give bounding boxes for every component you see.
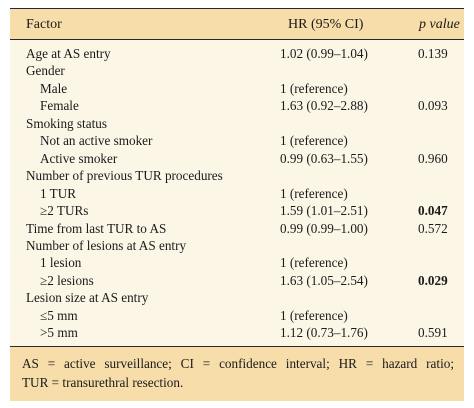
cell-hr: 1 (reference) xyxy=(280,185,348,201)
cell-factor: ≥2 TURs xyxy=(40,203,89,219)
cell-hr: 1.02 (0.99–1.04) xyxy=(280,46,368,61)
footnote-line-1: AS = active surveillance; CI = confidence interval; HR = hazard ratio; xyxy=(22,356,454,371)
cell-hr: 1 (reference) xyxy=(280,133,348,149)
header-factor: Factor xyxy=(26,17,62,32)
cell-p-value: 0.591 xyxy=(418,325,448,341)
cell-p-value: 0.960 xyxy=(418,150,448,166)
cell-factor: Active smoker xyxy=(40,150,118,166)
cell-factor: >5 mm xyxy=(40,325,78,341)
cell-hr: 1.59 (1.01–2.51) xyxy=(280,203,368,219)
table-row xyxy=(10,307,464,325)
cell-factor: Lesion size at AS entry xyxy=(26,290,149,306)
cell-factor: Smoking status xyxy=(26,115,107,131)
cell-p-value: 0.572 xyxy=(418,220,448,236)
table-row xyxy=(10,97,464,115)
table-row xyxy=(10,132,464,150)
cell-hr: 1.63 (1.05–2.54) xyxy=(280,272,368,288)
cell-factor: 1 TUR xyxy=(40,185,77,201)
table-footnote xyxy=(10,347,464,401)
table-row xyxy=(10,115,464,133)
table-row xyxy=(10,167,464,185)
cell-factor: ≥2 lesions xyxy=(40,272,94,288)
cell-hr: 0.99 (0.63–1.55) xyxy=(280,150,368,166)
table-row xyxy=(10,272,464,290)
cell-hr: 1 (reference) xyxy=(280,80,348,96)
cell-factor: Number of previous TUR procedures xyxy=(26,168,223,184)
cell-p-value: 0.029 xyxy=(418,272,448,288)
cell-p-value: 0.139 xyxy=(418,46,448,61)
table-row xyxy=(10,185,464,203)
cell-factor: Gender xyxy=(26,63,65,79)
table-row xyxy=(10,220,464,238)
cell-factor: 1 lesion xyxy=(40,255,82,271)
header-p-value: p value xyxy=(419,17,460,32)
header-hr: HR (95% CI) xyxy=(288,17,364,32)
cell-factor: Number of lesions at AS entry xyxy=(26,237,187,253)
cell-factor: Not an active smoker xyxy=(40,133,153,149)
table-row xyxy=(10,237,464,255)
cell-hr: 0.99 (0.99–1.00) xyxy=(280,220,368,236)
table-row xyxy=(10,289,464,307)
cell-p-value: 0.093 xyxy=(418,98,448,114)
cell-p-value: 0.047 xyxy=(418,203,448,219)
footnote-line-2: TUR = transurethral resection. xyxy=(22,375,184,390)
cell-factor: Time from last TUR to AS xyxy=(26,220,167,236)
table-header xyxy=(10,8,464,40)
cell-factor: Female xyxy=(40,98,79,114)
table-row xyxy=(10,202,464,220)
table-row xyxy=(10,80,464,98)
cell-factor: ≤5 mm xyxy=(40,307,78,323)
cell-factor: Male xyxy=(40,80,68,96)
table-row xyxy=(10,254,464,272)
table-row xyxy=(10,45,464,63)
cell-hr: 1 (reference) xyxy=(280,255,348,271)
cell-hr: 1.12 (0.73–1.76) xyxy=(280,325,368,341)
table-row xyxy=(10,62,464,80)
table-row xyxy=(10,150,464,168)
cell-hr: 1 (reference) xyxy=(280,307,348,323)
cell-hr: 1.63 (0.92–2.88) xyxy=(280,98,368,114)
table-row xyxy=(10,324,464,342)
cell-factor: Age at AS entry xyxy=(26,46,111,61)
